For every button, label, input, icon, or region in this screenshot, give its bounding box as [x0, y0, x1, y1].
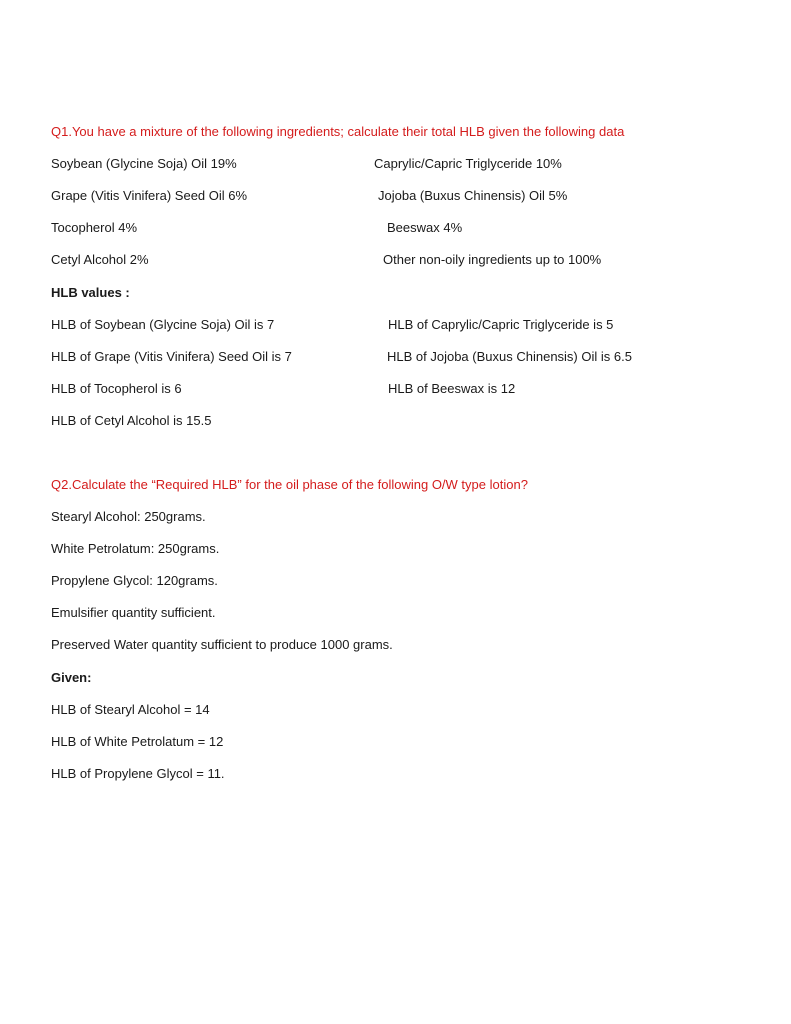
q1-hlb-beeswax: HLB of Beeswax is 12 [388, 381, 516, 396]
q1-hlb-cetyl: HLB of Cetyl Alcohol is 15.5 [51, 413, 212, 428]
q1-ingredient-jojoba: Jojoba (Buxus Chinensis) Oil 5% [378, 188, 568, 203]
q1-ingredient-beeswax: Beeswax 4% [387, 220, 463, 235]
q2-given-heading: Given: [51, 670, 92, 685]
q1-ingredient-soybean: Soybean (Glycine Soja) Oil 19% [51, 156, 237, 171]
q1-ingredient-tocopherol: Tocopherol 4% [51, 220, 137, 235]
q2-given-petrolatum: HLB of White Petrolatum = 12 [51, 734, 224, 749]
q1-hlb-heading: HLB values : [51, 285, 130, 300]
q1-question: Q1.You have a mixture of the following ingredients; calculate their total HLB given the following data [51, 124, 625, 139]
q2-formula-propylene: Propylene Glycol: 120grams. [51, 573, 218, 588]
q1-ingredient-caprylic: Caprylic/Capric Triglyceride 10% [374, 156, 562, 171]
q2-formula-emulsifier: Emulsifier quantity sufficient. [51, 605, 216, 620]
q2-formula-stearyl: Stearyl Alcohol: 250grams. [51, 509, 206, 524]
q2-formula-petrolatum: White Petrolatum: 250grams. [51, 541, 220, 556]
q1-ingredient-other: Other non-oily ingredients up to 100% [383, 252, 602, 267]
q2-formula-water: Preserved Water quantity sufficient to produce 1000 grams. [51, 637, 393, 652]
q1-ingredient-grape: Grape (Vitis Vinifera) Seed Oil 6% [51, 188, 248, 203]
q1-hlb-jojoba: HLB of Jojoba (Buxus Chinensis) Oil is 6.5 [387, 349, 632, 364]
q1-hlb-soybean: HLB of Soybean (Glycine Soja) Oil is 7 [51, 317, 275, 332]
q1-hlb-grape: HLB of Grape (Vitis Vinifera) Seed Oil is 7 [51, 349, 292, 364]
q1-ingredient-cetyl: Cetyl Alcohol 2% [51, 252, 149, 267]
q2-given-stearyl: HLB of Stearyl Alcohol = 14 [51, 702, 210, 717]
q2-question: Q2.Calculate the “Required HLB” for the oil phase of the following O/W type lotion? [51, 477, 528, 492]
q2-given-propylene: HLB of Propylene Glycol = 11. [51, 766, 225, 781]
q1-hlb-tocopherol: HLB of Tocopherol is 6 [51, 381, 182, 396]
q1-hlb-caprylic: HLB of Caprylic/Capric Triglyceride is 5 [388, 317, 614, 332]
